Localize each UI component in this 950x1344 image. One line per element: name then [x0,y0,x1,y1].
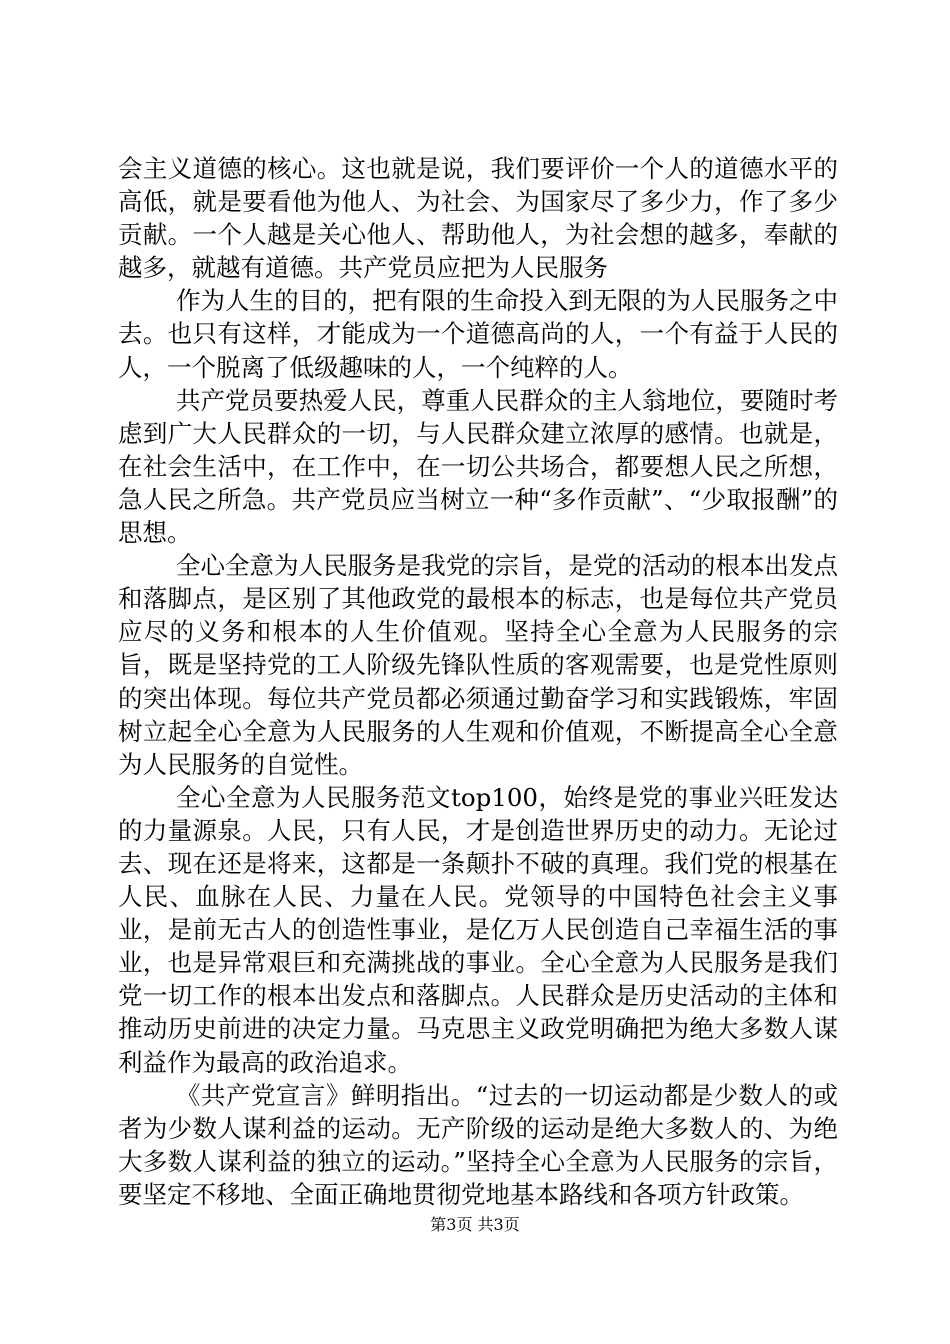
paragraph: 全心全意为人民服务是我党的宗旨，是党的活动的根本出发点和落脚点，是区别了其他政党的最根本的标志，也是每位共产党员应尽的义务和根本的人生价值观。坚持全心全意为人民服务的宗旨，既是坚持党的工人阶级先锋队性质的客观需要，也是党性原则的突出体现。每位共产党员都必须通过勤奋学习和实践锻炼，牢固树立起全心全意为人民服务的人生观和价值观，不断提高全心全意为人民服务的自觉性。 [118,551,838,779]
page-number-footer: 第3页 共3页 [430,1215,520,1234]
paragraph: 共产党员要热爱人民，尊重人民群众的主人翁地位，要随时考虑到广大人民群众的一切，与人民群众建立浓厚的感情。也就是，在社会生活中，在工作中，在一切公共场合，都要想人民之所想，急人民之所急。共产党员应当树立一种“多作贡献”、“少取报酬”的思想。 [118,385,838,548]
document-body [118,152,838,1211]
paragraph: 《共产党宣言》鲜明指出。“过去的一切运动都是少数人的或者为少数人谋利益的运动。无产阶级的运动是绝大多数人的、为绝大多数人谋利益的独立的运动。”坚持全心全意为人民服务的宗旨，要坚定不移地、全面正确地贯彻党地基本路线和各项方针政策。 [118,1080,838,1209]
paragraph: 作为人生的目的，把有限的生命投入到无限的为人民服务之中去。也只有这样，才能成为一个道德高尚的人，一个有益于人民的人，一个脱离了低级趣味的人，一个纯粹的人。 [118,286,838,382]
paragraph-continuation: 会主义道德的核心。这也就是说，我们要评价一个人的道德水平的高低，就是要看他为他人、为社会、为国家尽了多少力，作了多少贡献。一个人越是关心他人、帮助他人，为社会想的越多，奉献的越多，就越有道德。共产党员应把为人民服务 [118,154,838,283]
paragraph: 全心全意为人民服务范文top100，始终是党的事业兴旺发达的力量源泉。人民，只有人民，才是创造世界历史的动力。无论过去、现在还是将来，这都是一条颠扑不破的真理。我们党的根基在人民、血脉在人民、力量在人民。党领导的中国特色社会主义事业，是前无古人的创造性事业，是亿万人民创造自己幸福生活的事业，也是异常艰巨和充满挑战的事业。全心全意为人民服务是我们党一切工作的根本出发点和落脚点。人民群众是历史活动的主体和推动历史前进的决定力量。马克思主义政党明确把为绝大多数人谋利益作为最高的政治追求。 [118,782,838,1077]
